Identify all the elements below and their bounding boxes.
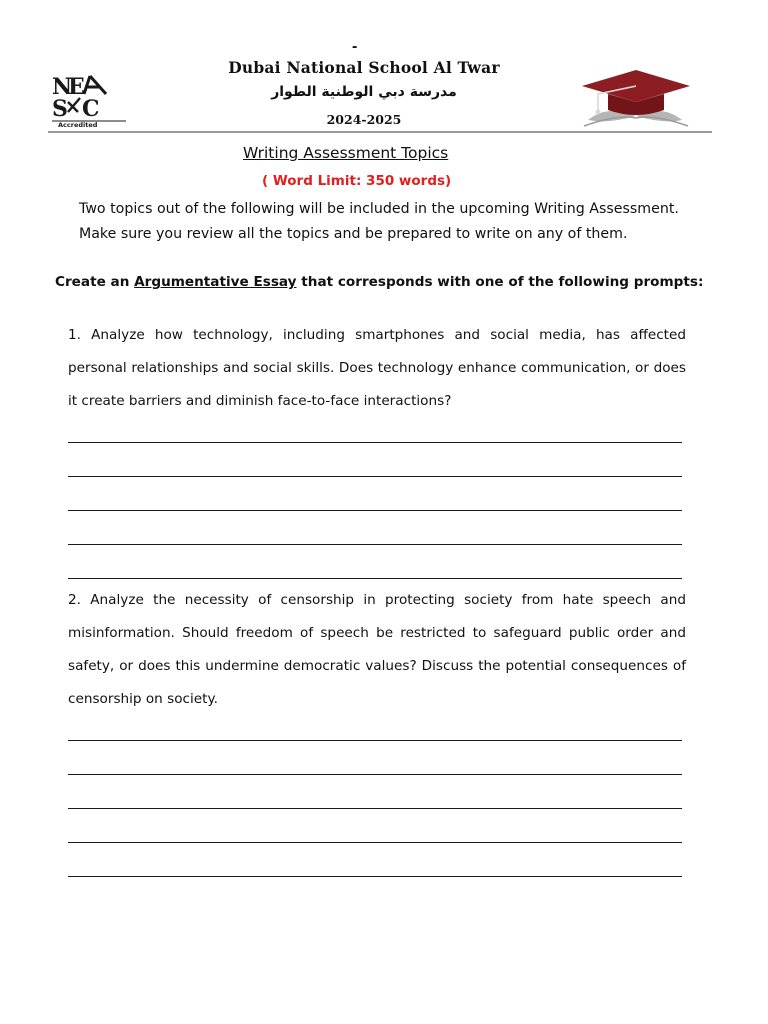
question-1: 1. Analyze how technology, including smartphones and social media, has affected personal relationships and social skills. Does technology enhance communication, or does it create barriers and diminish face-to-face interactions?: [68, 327, 686, 409]
svg-text:E: E: [68, 74, 85, 100]
answer-line[interactable]: [68, 476, 682, 477]
header-divider: [48, 131, 712, 133]
school-name-arabic: مدرسة دبي الوطنية الطوار: [271, 84, 457, 100]
answer-line[interactable]: [68, 842, 682, 843]
neasc-accreditation-logo-icon: [50, 72, 132, 128]
prompt-heading-suffix: that corresponds with one of the following prompts:: [301, 274, 704, 290]
header-top-mark: -: [352, 38, 358, 55]
answer-line[interactable]: [68, 578, 682, 579]
essay-type: Argumentative Essay: [134, 274, 297, 290]
svg-text:C: C: [82, 96, 100, 122]
svg-text:N: N: [52, 74, 73, 100]
intro-paragraph: [79, 197, 719, 247]
school-name: Dubai National School Al Twar: [228, 58, 500, 77]
intro-line-2: Make sure you review all the topics and be prepared to write on any of them.: [79, 226, 628, 242]
graduation-cap-icon: [578, 64, 694, 128]
answer-line[interactable]: [68, 774, 682, 775]
word-limit: ( Word Limit: 350 words): [262, 173, 452, 189]
question-2: 2. Analyze the necessity of censorship in protecting society from hate speech and misinformation. Should freedom of speech be restricted to safeguard public order and safety, or does this undermine democratic values? Discuss the potential consequences of censorship on society.: [68, 592, 686, 707]
prompt-heading-prefix: Create an: [55, 274, 130, 290]
answer-lines-2: [68, 740, 682, 910]
svg-text:Accredited: Accredited: [58, 121, 98, 128]
prompt-heading: [55, 274, 735, 290]
academic-year: 2024-2025: [326, 112, 402, 127]
svg-text:S: S: [52, 96, 68, 122]
answer-line[interactable]: [68, 442, 682, 443]
answer-line[interactable]: [68, 510, 682, 511]
answer-line[interactable]: [68, 544, 682, 545]
answer-line[interactable]: [68, 808, 682, 809]
answer-line[interactable]: [68, 740, 682, 741]
document-title: Writing Assessment Topics: [243, 144, 449, 162]
intro-line-1: Two topics out of the following will be included in the upcoming Writing Assessment.: [79, 201, 679, 217]
answer-line[interactable]: [68, 876, 682, 877]
